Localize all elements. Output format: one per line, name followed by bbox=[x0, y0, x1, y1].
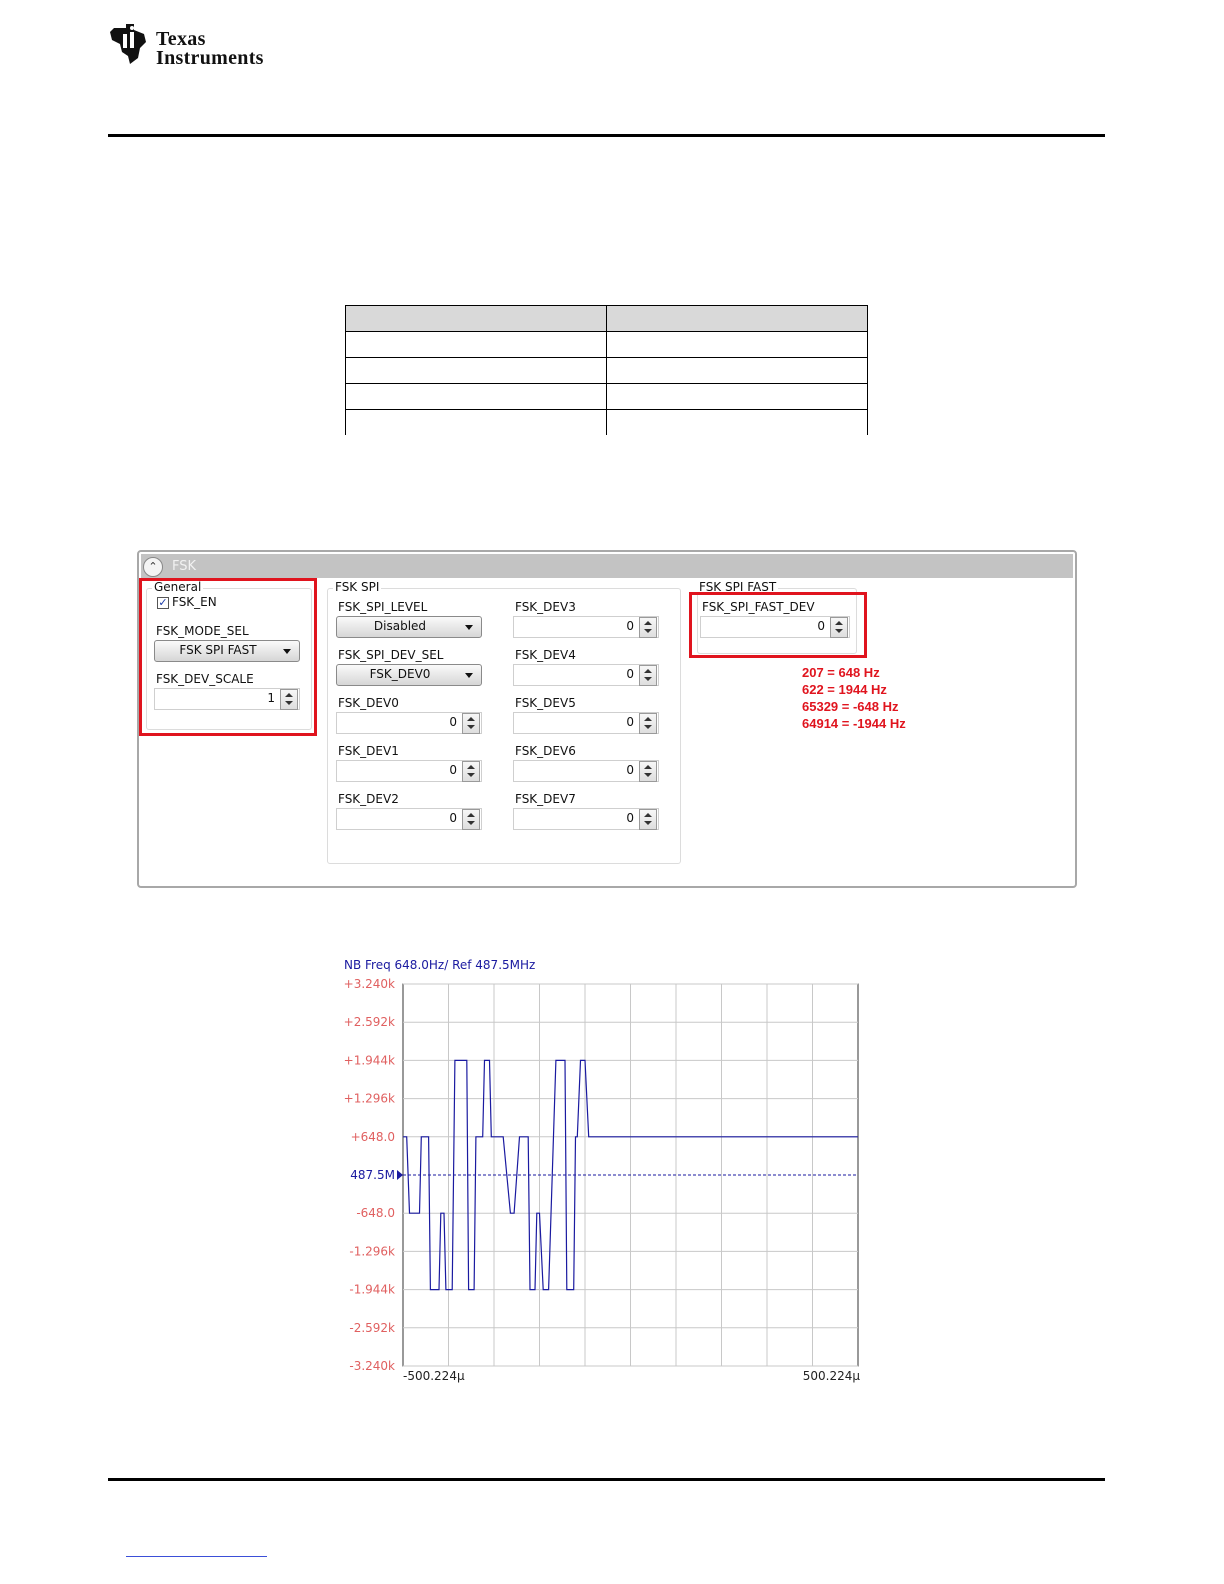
fsk-dev-scale-value: 1 bbox=[267, 691, 275, 705]
fsk-spi-fast-group-title: FSK SPI FAST bbox=[699, 580, 777, 594]
x-tick-label: 500.224μ bbox=[802, 1369, 860, 1383]
spin-arrows-icon[interactable] bbox=[462, 713, 480, 734]
fsk-en-checkbox[interactable]: ✓ bbox=[158, 596, 168, 609]
brand-line2: Instruments bbox=[156, 47, 264, 69]
spin-arrows-icon[interactable] bbox=[462, 809, 480, 830]
table-row bbox=[346, 358, 868, 384]
reference-marker-icon bbox=[397, 1170, 403, 1180]
fsk-spi-group-title: FSK SPI bbox=[335, 580, 380, 594]
ti-logo-icon bbox=[108, 22, 152, 66]
fsk-dev7-label: FSK_DEV7 bbox=[515, 792, 576, 806]
fsk-dev3-label: FSK_DEV3 bbox=[515, 600, 576, 614]
fsk-spi-fast-dev-label: FSK_SPI_FAST_DEV bbox=[702, 600, 815, 614]
table-header-cell bbox=[346, 306, 607, 332]
fsk-spi-level-dropdown[interactable] bbox=[336, 616, 482, 638]
general-highlight-box bbox=[139, 578, 317, 736]
fsk-en-label: FSK_EN bbox=[172, 595, 217, 609]
chevron-down-icon bbox=[465, 673, 473, 678]
fsk-dev1-spinbox[interactable] bbox=[336, 760, 482, 782]
fsk-spi-level-value: Disabled bbox=[373, 619, 427, 633]
fsk-dev0-value: 0 bbox=[449, 715, 457, 729]
fsk-dev1-value: 0 bbox=[449, 763, 457, 777]
fsk-dev0-label: FSK_DEV0 bbox=[338, 696, 399, 710]
y-tick-label: -648.0 bbox=[356, 1206, 395, 1221]
fsk-dev7-value: 0 bbox=[626, 811, 634, 825]
fsk-spi-dev-sel-dropdown[interactable] bbox=[336, 664, 482, 686]
spin-arrows-icon[interactable] bbox=[639, 617, 657, 638]
fsk-mode-sel-value: FSK SPI FAST bbox=[179, 643, 257, 657]
y-tick-label: +1.944k bbox=[343, 1053, 395, 1068]
register-table bbox=[345, 305, 868, 435]
note-line: 622 = 1944 Hz bbox=[802, 682, 887, 697]
fsk-dev7-spinbox[interactable] bbox=[513, 808, 659, 830]
frequency-plot bbox=[340, 975, 870, 1395]
ti-wordmark bbox=[156, 30, 264, 68]
fsk-panel-header[interactable] bbox=[141, 554, 1073, 578]
x-tick-label: -500.224μ bbox=[403, 1369, 465, 1383]
table-row bbox=[346, 332, 868, 358]
spin-arrows-icon[interactable] bbox=[639, 665, 657, 686]
spin-arrows-icon[interactable] bbox=[462, 761, 480, 782]
fsk-dev1-label: FSK_DEV1 bbox=[338, 744, 399, 758]
fsk-dev2-spinbox[interactable] bbox=[336, 808, 482, 830]
ti-logo bbox=[108, 22, 308, 72]
header-rule bbox=[108, 134, 1105, 137]
reference-label: 487.5M bbox=[350, 1168, 395, 1182]
y-tick-label: -1.296k bbox=[349, 1244, 395, 1259]
spin-arrows-icon[interactable] bbox=[639, 809, 657, 830]
y-tick-label: +648.0 bbox=[350, 1129, 395, 1144]
y-tick-label: -2.592k bbox=[349, 1320, 395, 1335]
footer-link[interactable] bbox=[126, 1556, 267, 1557]
fsk-mode-sel-label: FSK_MODE_SEL bbox=[156, 624, 249, 638]
fsk-dev6-value: 0 bbox=[626, 763, 634, 777]
fsk-spi-fast-dev-value: 0 bbox=[817, 619, 825, 633]
fsk-dev2-label: FSK_DEV2 bbox=[338, 792, 399, 806]
note-line: 207 = 648 Hz bbox=[802, 665, 880, 680]
fsk-spi-dev-sel-value: FSK_DEV0 bbox=[369, 667, 431, 681]
y-tick-label: +3.240k bbox=[343, 977, 395, 991]
table-cell bbox=[607, 358, 868, 384]
table-cell bbox=[346, 384, 607, 410]
table-cell bbox=[607, 332, 868, 358]
footer-rule bbox=[108, 1478, 1105, 1481]
chevron-down-icon bbox=[465, 625, 473, 630]
y-tick-label: +2.592k bbox=[343, 1015, 395, 1030]
table-row bbox=[346, 410, 868, 436]
spin-arrows-icon[interactable] bbox=[639, 761, 657, 782]
y-tick-label: -3.240k bbox=[349, 1359, 395, 1373]
fsk-panel-title: FSK bbox=[172, 559, 197, 574]
fsk-dev4-spinbox[interactable] bbox=[513, 664, 659, 686]
fsk-dev3-value: 0 bbox=[626, 619, 634, 633]
table-cell bbox=[346, 358, 607, 384]
fsk-dev-scale-label: FSK_DEV_SCALE bbox=[156, 672, 254, 686]
table-header-cell bbox=[607, 306, 868, 332]
general-group-title: General bbox=[154, 580, 202, 594]
fsk-dev2-value: 0 bbox=[449, 811, 457, 825]
fsk-spi-level-label: FSK_SPI_LEVEL bbox=[338, 600, 428, 614]
fsk-spi-fast-highlight-box bbox=[689, 592, 867, 658]
y-tick-label: -1.944k bbox=[349, 1282, 395, 1297]
table-header-row bbox=[346, 306, 868, 332]
fsk-dev5-value: 0 bbox=[626, 715, 634, 729]
table-cell bbox=[346, 410, 607, 436]
note-line: 64914 = -1944 Hz bbox=[802, 716, 906, 731]
fsk-dev6-spinbox[interactable] bbox=[513, 760, 659, 782]
fsk-spi-dev-sel-label: FSK_SPI_DEV_SEL bbox=[338, 648, 444, 662]
y-tick-label: +1.296k bbox=[343, 1091, 395, 1106]
brand-line1: Texas bbox=[156, 28, 206, 50]
fsk-dev4-label: FSK_DEV4 bbox=[515, 648, 576, 662]
fsk-dev0-spinbox[interactable] bbox=[336, 712, 482, 734]
table-cell bbox=[607, 384, 868, 410]
fsk-dev4-value: 0 bbox=[626, 667, 634, 681]
spin-arrows-icon[interactable] bbox=[639, 713, 657, 734]
fsk-dev5-spinbox[interactable] bbox=[513, 712, 659, 734]
table-cell bbox=[607, 410, 868, 436]
chart-title: NB Freq 648.0Hz/ Ref 487.5MHz bbox=[344, 958, 536, 972]
note-line: 65329 = -648 Hz bbox=[802, 699, 899, 714]
fsk-panel bbox=[137, 550, 1077, 888]
fsk-dev3-spinbox[interactable] bbox=[513, 616, 659, 638]
collapse-icon[interactable]: ⌃ bbox=[143, 557, 163, 577]
fsk-dev6-label: FSK_DEV6 bbox=[515, 744, 576, 758]
table-cell bbox=[346, 332, 607, 358]
table-row bbox=[346, 384, 868, 410]
fsk-dev5-label: FSK_DEV5 bbox=[515, 696, 576, 710]
